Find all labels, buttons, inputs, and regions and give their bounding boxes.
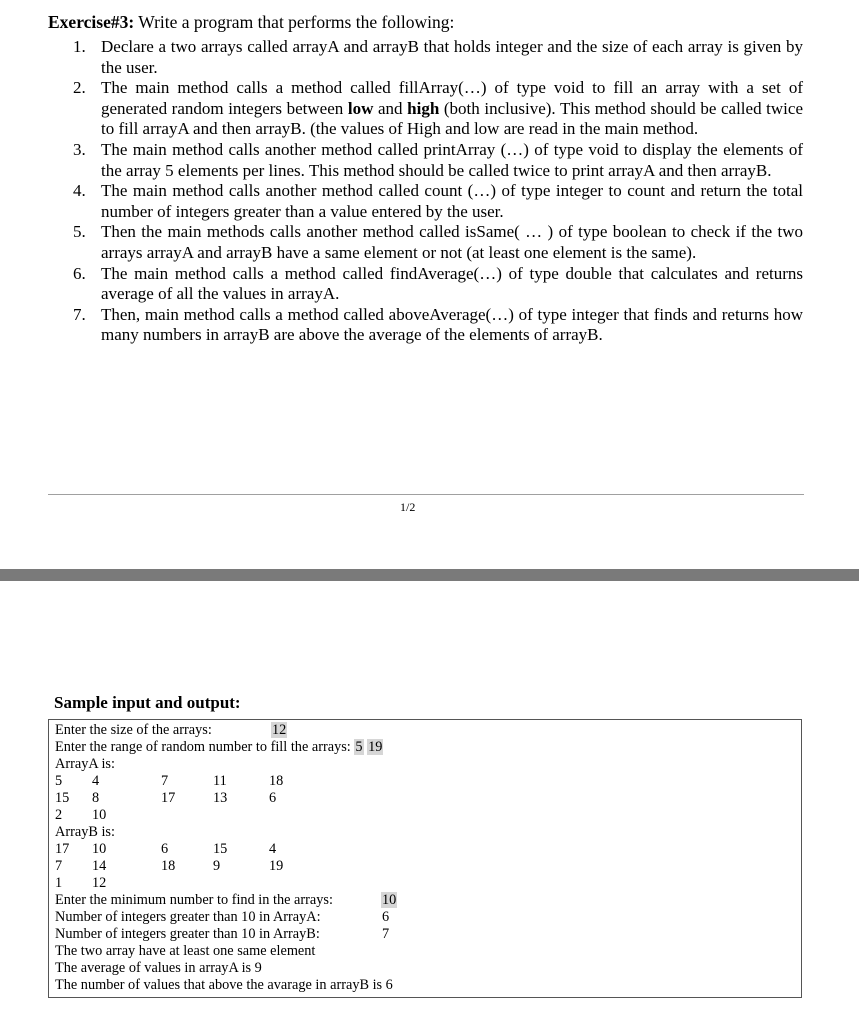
arrayA-cell: 15 [55, 790, 70, 806]
keyword-low: low [347, 98, 374, 118]
item-number: 3. [73, 139, 86, 159]
arrayB-cell: 12 [92, 875, 107, 891]
same-element-line: The two array have at least one same element [55, 943, 316, 959]
range-low-input: 5 [355, 739, 363, 755]
countB-line [55, 926, 390, 942]
keyword-high: high [407, 98, 440, 118]
item-text: Then, main method calls a method called aboveAverage(…) of type integer that finds and returns how many numbers in arrayB are above the average of the elements of arrayB. [101, 304, 803, 345]
arrayA-cell: 18 [269, 773, 284, 789]
item-text: Then the main methods calls another method called isSame( … ) of type boolean to check if the two arrays arrayA and arrayB have a same element or not (at least one element is the same). [101, 222, 803, 262]
countB-text: Number of integers greater than 10 in ArrayB: [55, 926, 320, 942]
item-text: and [373, 98, 408, 118]
arrayA-cell: 13 [213, 790, 228, 806]
range-high-input: 19 [368, 739, 383, 755]
countB-value: 7 [382, 926, 390, 942]
average-line: The average of values in arrayA is 9 [55, 960, 262, 976]
page-break-bar [0, 569, 859, 581]
range-prompt: Enter the range of random number to fill the arrays: [55, 739, 351, 755]
arrayB-cell: 19 [269, 858, 284, 874]
arrayB-cell: 18 [161, 858, 176, 874]
min-input: 10 [382, 892, 397, 908]
list-item [68, 140, 803, 181]
exercise-heading [48, 12, 454, 33]
countA-text: Number of integers greater than 10 in ArrayA: [55, 909, 321, 925]
size-prompt-line [55, 722, 287, 738]
arrayA-cell: 10 [92, 807, 107, 823]
range-prompt-line [55, 739, 383, 755]
above-average-line: The number of values that above the avarage in arrayB is 6 [55, 977, 393, 993]
arrayA-cell: 2 [55, 807, 63, 823]
item-number: 1. [73, 37, 86, 56]
arrayB-cell: 1 [55, 875, 63, 891]
list-item [68, 78, 803, 140]
min-prompt-line [55, 892, 397, 908]
item-text: The main method calls a method called fillArray(…) of type void to fill an array with a set of generated random integers between [101, 78, 803, 118]
list-item [68, 181, 803, 222]
item-number: 7. [73, 304, 86, 324]
list-item [68, 222, 803, 263]
arrayA-cell: 4 [92, 773, 100, 789]
item-text: The main method calls another method called count (…) of type integer to count and return the total number of integers greater than a value entered by the user. [101, 181, 803, 221]
countA-line [55, 909, 390, 925]
arrayA-cell: 5 [55, 773, 63, 789]
arrayB-cell: 6 [161, 841, 169, 857]
countA-value: 6 [382, 909, 390, 925]
arrayA-cell: 8 [92, 790, 100, 806]
exercise-label: Exercise#3: [48, 12, 135, 32]
item-number: 6. [73, 263, 86, 283]
arrayA-cell: 6 [269, 790, 277, 806]
arrayB-cell: 4 [269, 841, 277, 857]
arrayB-cell: 10 [92, 841, 107, 857]
arrayB-cell: 17 [55, 841, 70, 857]
list-item [68, 305, 803, 346]
arrayB-label: ArrayB is: [55, 824, 115, 840]
item-text: The main method calls another method called printArray (…) of type void to display the elements of the array 5 elements per lines. This method should be called twice to print arrayA and then arrayB. [101, 139, 803, 180]
item-number: 2. [73, 78, 86, 98]
page-number: 1/2 [400, 500, 416, 514]
size-prompt: Enter the size of the arrays: [55, 722, 212, 738]
exercise-intro: Write a program that performs the following: [138, 12, 455, 32]
arrayA-cell: 17 [161, 790, 176, 806]
arrayA-cell: 7 [161, 773, 169, 789]
item-text: The main method calls a method called findAverage(…) of type double that calculates and returns average of all the values in arrayA. [101, 263, 803, 304]
item-number: 4. [73, 181, 86, 201]
arrayB-cell: 14 [92, 858, 107, 874]
item-text: Declare a two arrays called arrayA and arrayB that holds integer and the size of each array is given by the user. [101, 37, 803, 77]
sample-title: Sample input and output: [54, 693, 241, 712]
arrayB-cell: 9 [213, 858, 221, 874]
arrayA-cell: 11 [213, 773, 227, 789]
arrayB-cell: 7 [55, 858, 63, 874]
page-footer-divider [48, 494, 804, 495]
list-item [68, 37, 803, 78]
arrayB-cell: 15 [213, 841, 228, 857]
requirements-list [68, 37, 803, 346]
item-text: (both inclusive). This method should be called twice to fill arrayA and then arrayB. (the values of High and low are read in the main method. [101, 98, 803, 139]
sample-output-box [48, 719, 802, 998]
item-number: 5. [73, 222, 86, 242]
arrayA-label: ArrayA is: [55, 756, 115, 772]
list-item [68, 264, 803, 305]
min-prompt: Enter the minimum number to find in the arrays: [55, 892, 333, 908]
size-input: 12 [272, 722, 287, 738]
